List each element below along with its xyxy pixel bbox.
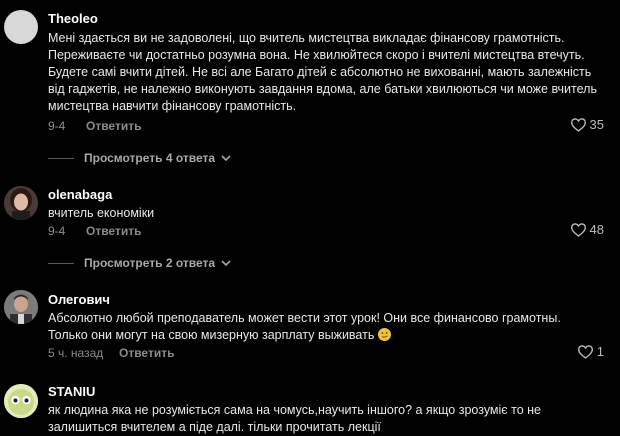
avatar[interactable] — [4, 186, 38, 220]
like-button[interactable] — [577, 344, 604, 359]
reply-button[interactable]: Ответить — [86, 119, 142, 133]
reply-button[interactable]: Ответить — [86, 224, 142, 238]
like-count: 48 — [589, 222, 604, 237]
comment-date: 9-4 — [48, 119, 66, 133]
reply-button[interactable]: Ответить — [119, 346, 175, 360]
view-replies-button[interactable] — [48, 256, 231, 270]
view-replies-button[interactable] — [48, 151, 231, 165]
chevron-down-icon — [221, 155, 231, 162]
like-button[interactable] — [570, 222, 604, 237]
avatar[interactable] — [4, 384, 38, 418]
heart-outline-icon — [570, 222, 587, 237]
comment-username[interactable]: STANIU — [48, 384, 96, 399]
avatar-photo — [4, 290, 38, 324]
comment-text: як людина яка не розуміється сама на чомусь,научить іншого? а якщо зрозуміє то не залишиться вчителем а піде далі. тільки прочитать лекції — [48, 403, 542, 434]
like-count: 1 — [596, 344, 604, 359]
avatar[interactable] — [4, 290, 38, 324]
comment-text: вчитель економіки — [48, 206, 155, 220]
like-button[interactable] — [570, 117, 604, 132]
comment-text-content: Абсолютно любой преподаватель может вести этот урок! Они все финансово грамотны. Только они могут на свою мизерную зарплату выживать — [48, 311, 561, 342]
view-replies-label: Просмотреть 4 ответа — [84, 151, 216, 165]
heart-outline-icon — [570, 117, 587, 132]
avatar-photo — [4, 384, 38, 418]
smirk-emoji-icon — [378, 328, 391, 341]
divider — [48, 158, 74, 159]
comment-date: 5 ч. назад — [48, 346, 104, 360]
view-replies-label: Просмотреть 2 ответа — [84, 256, 216, 270]
like-count: 35 — [589, 117, 604, 132]
comment-date: 9-4 — [48, 224, 66, 238]
divider — [48, 263, 74, 264]
comment-username[interactable]: olenabaga — [48, 187, 113, 202]
comment-text: Мені здається ви не задоволені, що вчитель мистецтва викладає фінансову грамотність. Переживаєте чи достатньо розумна вона. Не хвилюйтеся скоро і вчителі мистецтва втечуть. Будете самі вчити дітей. Не всі але Багато дітей є абсолютно не вихованні, мають залежність від гаджетів, не належно виконують завдання вдома, але батьки хвилюються чи може вчитель мистецтва навчити фінансову грамотність. — [48, 31, 597, 113]
avatar[interactable] — [4, 10, 38, 44]
comment-text — [48, 310, 602, 344]
comment-username[interactable]: Theoleo — [48, 11, 98, 26]
avatar-photo — [4, 186, 38, 220]
heart-outline-icon — [577, 344, 594, 359]
chevron-down-icon — [221, 260, 231, 267]
comment-username[interactable]: Олегович — [48, 292, 110, 307]
